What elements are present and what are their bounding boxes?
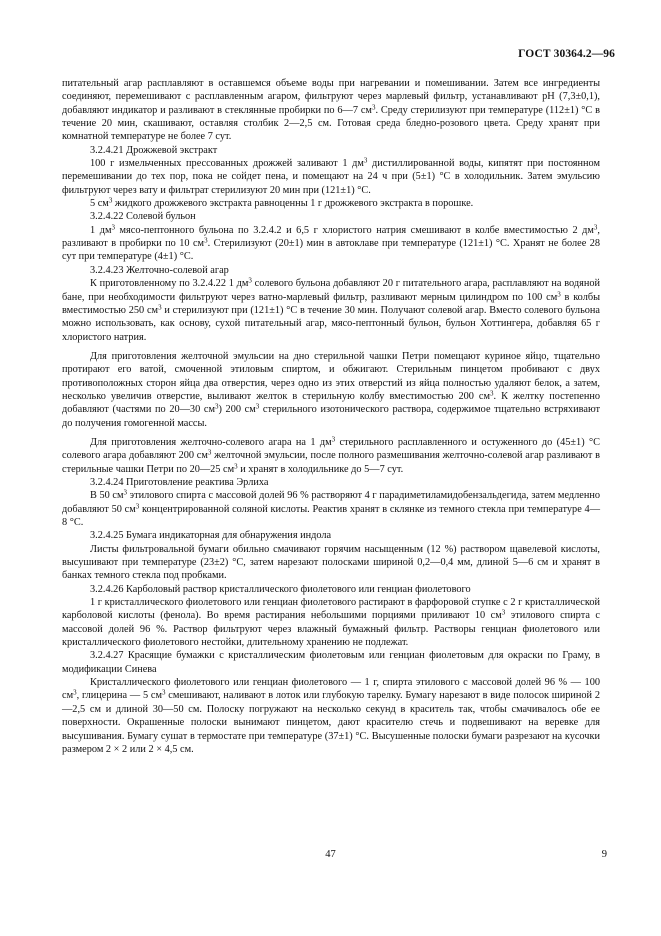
document-body [62,77,600,756]
superscript: 3 [255,402,260,411]
text-run: солевого бульона добавляют 20 г питательного агара, расплавляют на водяной бане, при необходимости фильтруют через ватно-марлевый фильтр, разливают мерным цилиндром по 100 см [62,278,601,303]
text-run: К приготовленному по 3.2.4.22 1 дм [90,278,249,290]
superscript: 3 [214,402,219,411]
superscript: 3 [557,290,561,298]
text-run: желточной эмульсии, после полного размешивания желточно-солевой агар разливают в стерильные чашки Петри по 20—25 см [62,450,600,475]
text-run: 1 г кристаллического фиолетового или генциан фиолетового растирают в фарфоровой ступке с 2 г кристаллической карболовой кислоты (фенола). Во время растирания небольшими порциями приливают 10 см [62,597,600,622]
superscript: 3 [363,156,368,165]
text-run: стерильного расплавленного и остуженного до (45±1) °C солевого агара добавляют 200 см [62,436,600,462]
superscript: 3 [490,389,494,398]
superscript: 3 [248,276,252,285]
text-run: дистиллированной воды, кипятят при постоянном перемешивании до тех пор, пока не сойдет пена, и помещают на 24 ч при (5±1) °C в холодильник. Затем эмульсию фильтруют через вату и фильтрат стерилизуют 20 мин при (121±1) °C. [62,158,600,196]
text-run: 3.2.4.23 Желточно-солевой агар [90,264,229,276]
superscript: 3 [593,223,598,232]
superscript: 3 [73,688,77,697]
text-run: 3.2.4.21 Дрожжевой экстракт [90,144,218,156]
text-run: Листы фильтровальной бумаги обильно смачивают горячим насыщенным (12 %) раствором щавелевой кислоты, высушивают при температуре (23±2) °C, затем нарезают полосками шириной 0,2—0,4 мм, длиной 5—6 см и хранят в банках темного стекла под пробками. [62,543,600,582]
text-run: и хранят в холодильнике до 5—7 сут. [237,463,404,475]
text-run: 3.2.4.26 Карболовый раствор кристаллического фиолетового или генциан фиолетового [90,583,471,595]
superscript: 3 [135,502,140,511]
section-heading [62,476,600,489]
superscript: 3 [207,448,212,457]
superscript: 3 [158,303,162,312]
text-run: Для приготовления желточно-солевого агара на 1 дм [90,436,332,448]
section-heading [62,264,600,277]
text-run: . Стерилизуют (20±1) мин в автоклаве при температуре (121±1) °C. Хранят не более 28 сут при температуре (4±1) °C. [62,238,600,263]
text-run: этилового спирта с массовой долей 96 %. Раствор фильтруют через влажный бумажный фильтр. Растворы генциан фиолетового или кристаллического фиолетового нестойки, длительному хранению не подлежат. [62,610,600,649]
text-run: и стерилизуют при (121±1) °C в течение 30 мин. Получают солевой агар. Вместо солевого бульона можно использовать, как основу, сухой питательный агар, мясо-пептонный бульон, бульон Хоттингера, добавляя 65 г хлористого натрия. [62,304,600,343]
text-run: , глицерина — 5 см [76,690,162,702]
text-run: 3.2.4.22 Солевой бульон [90,211,196,223]
paragraph [62,77,600,144]
text-run: 3.2.4.27 Красящие бумажки с кристаллическим фиолетовым или генциан фиолетовым для окраски по Граму, в модификации Синева [62,650,600,675]
text-run: 100 г измельченных прессованных дрожжей заливают 1 дм [90,158,364,170]
text-run: питательный агар расплавляют в оставшемся объеме воды при нагревании и помешивании. Затем все ингредиенты соединяют, перемешивают с расплавленным агаром, фильтруют через марлевый фильтр, устанавливают pH (7,3±0,1), добавляют индикатор и разливают в стеклянные пробирки по 6—7 см [62,78,600,116]
document-standard-code: ГОСТ 30364.2—96 [518,48,615,60]
text-run: . Среду стерилизуют при температуре (112±1) °C в течение 20 мин, скашивают, оставляя столбик 2—2,5 см. Готовая среда бледно-розового цвета. Среду хранят при комнатной температуре не более 7 сут. [62,104,600,143]
section-heading [62,529,600,542]
superscript: 3 [123,488,128,497]
paragraph [62,676,600,756]
superscript: 3 [371,103,376,112]
text-run: 3.2.4.25 Бумага индикаторная для обнаружения индола [90,530,332,542]
paragraph [62,197,600,210]
paragraph [62,489,600,529]
superscript: 3 [331,435,336,444]
text-run: 1 дм [90,224,112,236]
text-run: 5 см [90,198,109,210]
paragraph [62,277,600,344]
text-run: смешивают, наливают в лоток или глубокую тарелку. Бумагу нарезают в виде полосок шириной 2—2,5 см и длиной 30—50 см. Полоску погружают на несколько секунд в краситель так, чтобы смачивалось обе ее поверхности. Окрашенные полоски вынимают пинцетом, дают красителю стечь и подвешивают на веревке для высушивания. Бумагу сушат в термостате при температуре (37±1) °C. Высушенные полоски бумаги разрезают на кусочки размером 2 × 2 или 2 × 4,5 см. [62,690,601,755]
superscript: 3 [111,223,115,232]
section-heading [62,583,600,596]
paragraph [62,224,600,264]
text-run: стерильного изотонического раствора, содержимое тщательно встряхивают до получения гомогенной массы. [62,404,600,429]
text-run: в колбы вместимостью 250 см [62,291,600,316]
text-run: Для приготовления желточной эмульсии на дно стерильной чашки Петри помещают куриное яйцо, тщательно протирают его ватой, смоченной этиловым спиртом, и обжигают. Стерильным пинцетом пробивают с двух противоположных сторон яйца два отверстия, через одно из этих отверстий из яйца полностью удаляют белок, а затем, несколько увеличив отверстие, выливают желток в стерильную колбу вместимостью 200 см [62,350,600,402]
section-heading [62,649,600,676]
text-run: 3.2.4.24 Приготовление реактива Эрлиха [90,476,269,488]
text-run: . К желтку постепенно добавляют (частями по 20—30 см [62,390,600,416]
paragraph [62,157,600,197]
text-run: Кристаллического фиолетового или генциан фиолетового — 1 г, спирта этилового с массовой долей 96 % — 100 см [62,677,600,702]
paragraph [62,350,600,430]
superscript: 3 [108,196,113,205]
text-run: концентрированной соляной кислоты. Реактив хранят в склянке из темного стекла при температуре 4—8 °C. [62,503,600,528]
text-run: жидкого дрожжевого экстракта равноценны 1 г дрожжевого экстракта в порошке. [112,198,474,210]
section-heading [62,210,600,223]
superscript: 3 [501,608,506,617]
superscript: 3 [162,688,166,697]
section-heading [62,144,600,157]
page-number: 47 [325,849,336,860]
text-run: этилового спирта с массовой долей 96 % растворяют 4 г парадиметиламидобензальдегида, затем медленно добавляют 50 см [62,490,601,515]
superscript: 3 [204,236,208,245]
sheet-number: 9 [601,849,607,860]
paragraph [62,436,600,476]
paragraph [62,543,600,583]
text-run: В 50 см [90,490,124,502]
superscript: 3 [234,462,238,471]
text-run: мясо-пептонного бульона по 3.2.4.2 и 6,5 г хлористого натрия смешивают в колбе вместимостью 2 дм [114,224,594,236]
text-run: ) 200 см [218,404,256,416]
paragraph [62,596,600,649]
text-run: , разливают в пробирки по 10 см [62,224,600,250]
